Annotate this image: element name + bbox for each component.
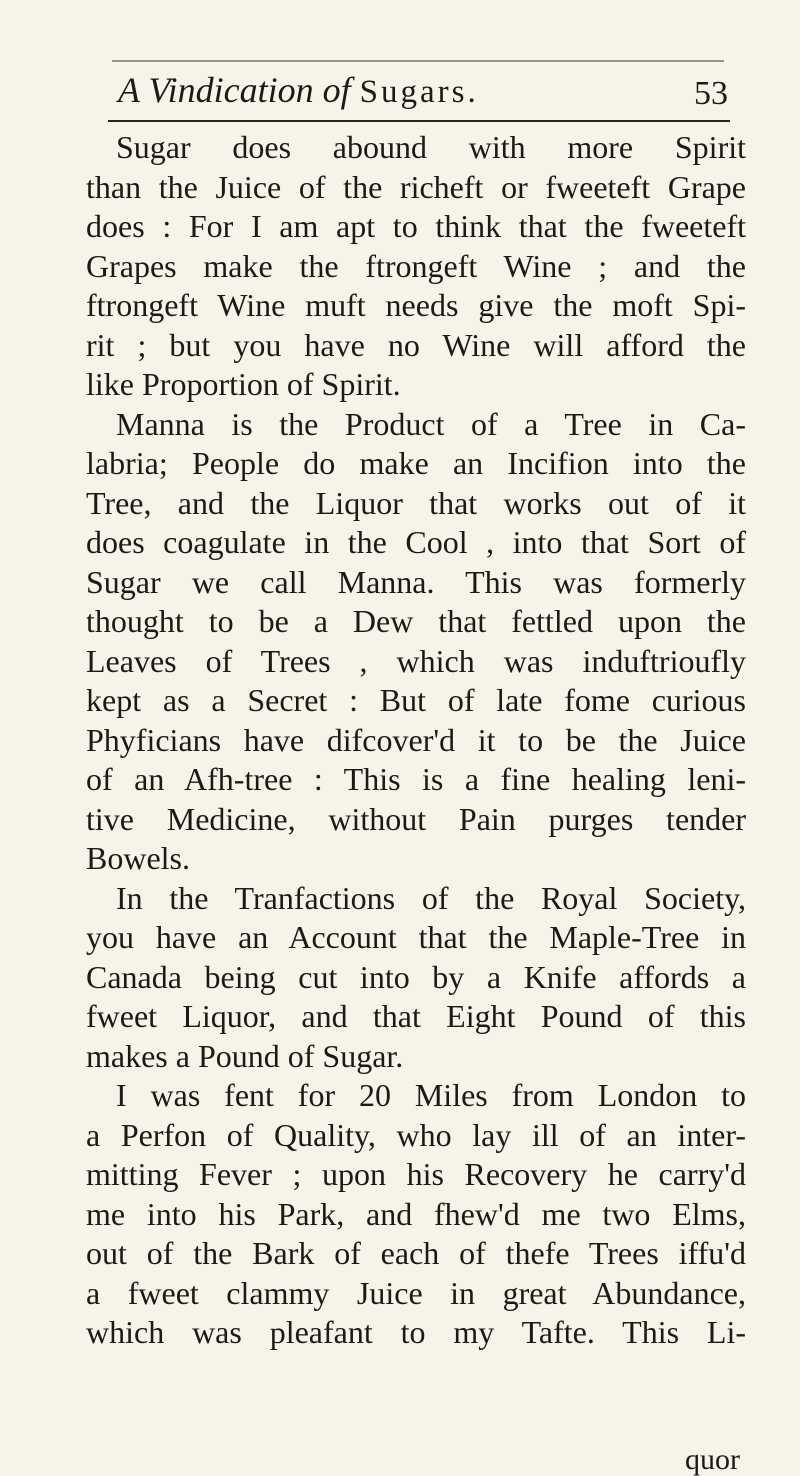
text-line: like Proportion of Spirit. bbox=[86, 366, 401, 402]
running-title-caps: Sugars. bbox=[359, 74, 479, 110]
text-line: Grapes make the ftrongeft Wine ; and the bbox=[86, 247, 746, 284]
running-title bbox=[118, 68, 479, 114]
text-line: Phyficians have difcover'd it to be the Juice bbox=[86, 721, 746, 758]
text-line: Leaves of Trees , which was induftrioufly bbox=[86, 642, 746, 679]
text-line: Sugar does abound with more Spirit bbox=[116, 129, 746, 165]
text-line: out of the Bark of each of thefe Trees iffu'd bbox=[86, 1235, 746, 1271]
text-line: you have an Account that the Maple-Tree in bbox=[86, 919, 746, 955]
text-line: does : For I am apt to think that the fweeteft bbox=[86, 208, 746, 244]
text-line: Tree, and the Liquor that works out of it bbox=[86, 484, 746, 521]
header-rule bbox=[108, 120, 730, 122]
text-line: which was pleafant to my Tafte. This Li- bbox=[86, 1314, 746, 1350]
text-line: me into his Park, and fhew'd me two Elms, bbox=[86, 1195, 746, 1232]
text-line: Manna is the Product of a Tree in Ca- bbox=[116, 405, 746, 442]
text-line: Canada being cut into by a Knife affords a bbox=[86, 958, 746, 995]
top-rule bbox=[112, 60, 724, 62]
text-line: fweet Liquor, and that Eight Pound of this bbox=[86, 998, 746, 1034]
text-line: a Perfon of Quality, who lay ill of an inter- bbox=[86, 1116, 746, 1153]
text-line: thought to be a Dew that fettled upon the bbox=[86, 603, 746, 639]
text-line: Sugar we call Manna. This was formerly bbox=[86, 563, 746, 600]
page-number: 53 bbox=[694, 75, 728, 112]
text-line: a fweet clammy Juice in great Abundance, bbox=[86, 1274, 746, 1311]
text-line: labria; People do make an Incifion into the bbox=[86, 445, 746, 481]
catchword: quor bbox=[685, 1443, 740, 1476]
text-line: does coagulate in the Cool , into that Sort of bbox=[86, 524, 746, 560]
running-title-italic: A Vindication of bbox=[118, 70, 351, 110]
text-line: I was fent for 20 Miles from London to bbox=[116, 1077, 746, 1113]
text-line: of an Afh-tree : This is a fine healing leni- bbox=[86, 761, 746, 797]
text-line: tive Medicine, without Pain purges tender bbox=[86, 800, 746, 837]
text-line: Bowels. bbox=[86, 840, 190, 876]
text-line: kept as a Secret : But of late fome curious bbox=[86, 682, 746, 718]
text-line: than the Juice of the richeft or fweeteft Grape bbox=[86, 168, 746, 205]
text-line: In the Tranfactions of the Royal Society, bbox=[116, 879, 746, 916]
text-line: ftrongeft Wine muft needs give the moft Spi- bbox=[86, 287, 746, 323]
text-line: makes a Pound of Sugar. bbox=[86, 1037, 404, 1074]
text-line: rit ; but you have no Wine will afford the bbox=[86, 326, 746, 363]
body-text bbox=[86, 128, 746, 1353]
running-header bbox=[118, 68, 728, 116]
text-line: mitting Fever ; upon his Recovery he carry'd bbox=[86, 1156, 746, 1192]
